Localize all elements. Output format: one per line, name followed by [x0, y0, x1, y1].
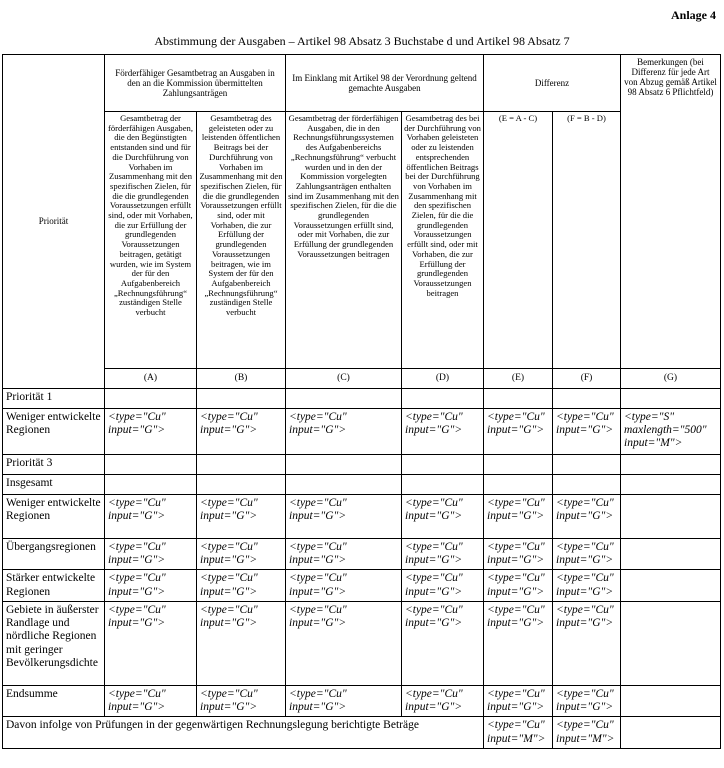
table-row [3, 539, 721, 570]
cell-g [621, 539, 721, 570]
cell-f: <type="Cu" input="G"> [553, 539, 621, 570]
group-header-ab: Förderfähiger Gesamtbetrag an Ausgaben in den an die Kommission übermittelten Zahlungsanträgen [105, 55, 286, 112]
desc-col-f: (F = B - D) [553, 112, 621, 369]
letter-c: (C) [286, 369, 402, 389]
cell-f: <type="Cu" input="G"> [553, 495, 621, 539]
desc-col-c: Gesamtbetrag der förderfähigen Ausgaben, die in den Rechnungsführungssystemen des Aufgabenbereichs „Rechnungsführung“ verbucht wurden und in den der Kommission vorgelegten Zahlungsanträgen enthalten sind im Zusammenhang mit den spezifischen Zielen, für die die grundlegenden Voraussetzungen erfüllt sind, oder mit Vorhaben, die zur Erfüllung der grundlegenden Voraussetzungen beitragen [286, 112, 402, 369]
cell-d: <type="Cu" input="G"> [402, 601, 484, 685]
cell-a: <type="Cu" input="G"> [105, 495, 197, 539]
desc-col-d: Gesamtbetrag des bei der Durchführung von Vorhaben geleisteten oder zu leistenden entsprechenden öffentlichen Beitrags bei der Durchführung von Vorhaben im Zusammenhang mit den spezifischen Zielen, für die die grundlegenden Voraussetzungen erfüllt sind, oder mit Vorhaben, die zur Erfüllung der grundlegenden Voraussetzungen beitragen [402, 112, 484, 369]
cell-e: <type="Cu" input="G"> [484, 685, 553, 716]
cell-c: <type="Cu" input="G"> [286, 570, 402, 601]
row-label-staerker: Stärker entwickelte Regionen [3, 570, 105, 601]
cell-b: <type="Cu" input="G"> [197, 539, 286, 570]
row-label-prio3: Priorität 3 [3, 455, 105, 475]
group-header-ef: Differenz [484, 55, 621, 112]
cell-g [621, 495, 721, 539]
cell-f: <type="Cu" input="G"> [553, 685, 621, 716]
cell-b: <type="Cu" input="G"> [197, 409, 286, 455]
cell-e: <type="Cu" input="G"> [484, 409, 553, 455]
cell-d: <type="Cu" input="G"> [402, 685, 484, 716]
row-label-uebergang: Übergangsregionen [3, 539, 105, 570]
cell-e: <type="Cu" input="G"> [484, 539, 553, 570]
cell-b: <type="Cu" input="G"> [197, 601, 286, 685]
table-row [3, 570, 721, 601]
table-row [3, 475, 721, 495]
group-header-cd: Im Einklang mit Artikel 98 der Verordnung geltend gemachte Ausgaben [286, 55, 484, 112]
letter-d: (D) [402, 369, 484, 389]
table-row [3, 495, 721, 539]
letter-b: (B) [197, 369, 286, 389]
header-row-groups [3, 55, 721, 112]
row-label-prio1: Priorität 1 [3, 389, 105, 409]
row-label-weniger-3: Weniger entwickelte Regionen [3, 495, 105, 539]
table-row [3, 717, 721, 748]
header-row-letters [3, 369, 721, 389]
table-row [3, 409, 721, 455]
cell-g [621, 601, 721, 685]
row-label-davon: Davon infolge von Prüfungen in der gegenwärtigen Rechnungslegung berichtigte Beträge [3, 717, 484, 748]
cell-a: <type="Cu" input="G"> [105, 570, 197, 601]
cell-c: <type="Cu" input="G"> [286, 495, 402, 539]
cell-a: <type="Cu" input="G"> [105, 539, 197, 570]
remarks-header: Bemerkungen (bei Differenz für jede Art von Abzug gemäß Artikel 98 Absatz 6 Pflichtfeld) [621, 55, 721, 369]
row-label-gebiete: Gebiete in äußerster Randlage und nördliche Regionen mit geringer Bevölkerungsdichte [3, 601, 105, 685]
cell-g: <type="S" maxlength="500" input="M"> [621, 409, 721, 455]
cell-b: <type="Cu" input="G"> [197, 685, 286, 716]
row-label-weniger-1: Weniger entwickelte Regionen [3, 409, 105, 455]
cell-f: <type="Cu" input="G"> [553, 409, 621, 455]
cell-d: <type="Cu" input="G"> [402, 570, 484, 601]
cell-f: <type="Cu" input="G"> [553, 570, 621, 601]
cell-e: <type="Cu" input="M"> [484, 717, 553, 748]
letter-g: (G) [621, 369, 721, 389]
cell-f: <type="Cu" input="M"> [553, 717, 621, 748]
header-row-descriptions [3, 112, 721, 369]
cell-e: <type="Cu" input="G"> [484, 495, 553, 539]
cell-c: <type="Cu" input="G"> [286, 409, 402, 455]
letter-f: (F) [553, 369, 621, 389]
row-label-insgesamt: Insgesamt [3, 475, 105, 495]
desc-col-e: (E = A - C) [484, 112, 553, 369]
row-label-endsumme: Endsumme [3, 685, 105, 716]
priority-header: Priorität [3, 55, 105, 389]
table-row [3, 455, 721, 475]
cell-d: <type="Cu" input="G"> [402, 409, 484, 455]
cell-e: <type="Cu" input="G"> [484, 570, 553, 601]
cell-a: <type="Cu" input="G"> [105, 601, 197, 685]
cell-f: <type="Cu" input="G"> [553, 601, 621, 685]
table-row [3, 389, 721, 409]
cell-b: <type="Cu" input="G"> [197, 495, 286, 539]
cell-c: <type="Cu" input="G"> [286, 685, 402, 716]
cell-d: <type="Cu" input="G"> [402, 539, 484, 570]
cell-d: <type="Cu" input="G"> [402, 495, 484, 539]
cell-g [621, 570, 721, 601]
cell-a: <type="Cu" input="G"> [105, 685, 197, 716]
cell-a: <type="Cu" input="G"> [105, 409, 197, 455]
page-title: Abstimmung der Ausgaben – Artikel 98 Absatz 3 Buchstabe d und Artikel 98 Absatz 7 [154, 34, 570, 48]
annex-label: Anlage 4 [671, 8, 716, 22]
cell-e: <type="Cu" input="G"> [484, 601, 553, 685]
desc-col-a: Gesamtbetrag der förderfähigen Ausgaben, die den Begünstigten entstanden sind und für die Durchführung von Vorhaben im Zusammenhang mit den spezifischen Zielen, für die die grundlegenden Voraussetzungen erfüllt sind, oder mit Vorhaben, die zur Erfüllung der grundlegenden Voraussetzungen beitragen, getätigt wurden, wie im System der für den Aufgabenbereich „Rechnungsführung“ zuständigen Stelle verbucht [105, 112, 197, 369]
cell-g [621, 717, 721, 748]
reconciliation-table [2, 54, 721, 749]
letter-a: (A) [105, 369, 197, 389]
cell-c: <type="Cu" input="G"> [286, 601, 402, 685]
letter-e: (E) [484, 369, 553, 389]
table-row [3, 685, 721, 716]
cell-c: <type="Cu" input="G"> [286, 539, 402, 570]
table-row [3, 601, 721, 685]
cell-g [621, 685, 721, 716]
desc-col-b: Gesamtbetrag des geleisteten oder zu leistenden öffentlichen Beitrags bei der Durchführung von Vorhaben im Zusammenhang mit den spezifischen Zielen, für die die grundlegenden Voraussetzungen erfüllt sind, oder mit Vorhaben, die zur Erfüllung der grundlegenden Voraussetzungen beitragen, wie im System der für den Aufgabenbereich „Rechnungsführung“ zuständigen Stelle verbucht [197, 112, 286, 369]
cell-b: <type="Cu" input="G"> [197, 570, 286, 601]
